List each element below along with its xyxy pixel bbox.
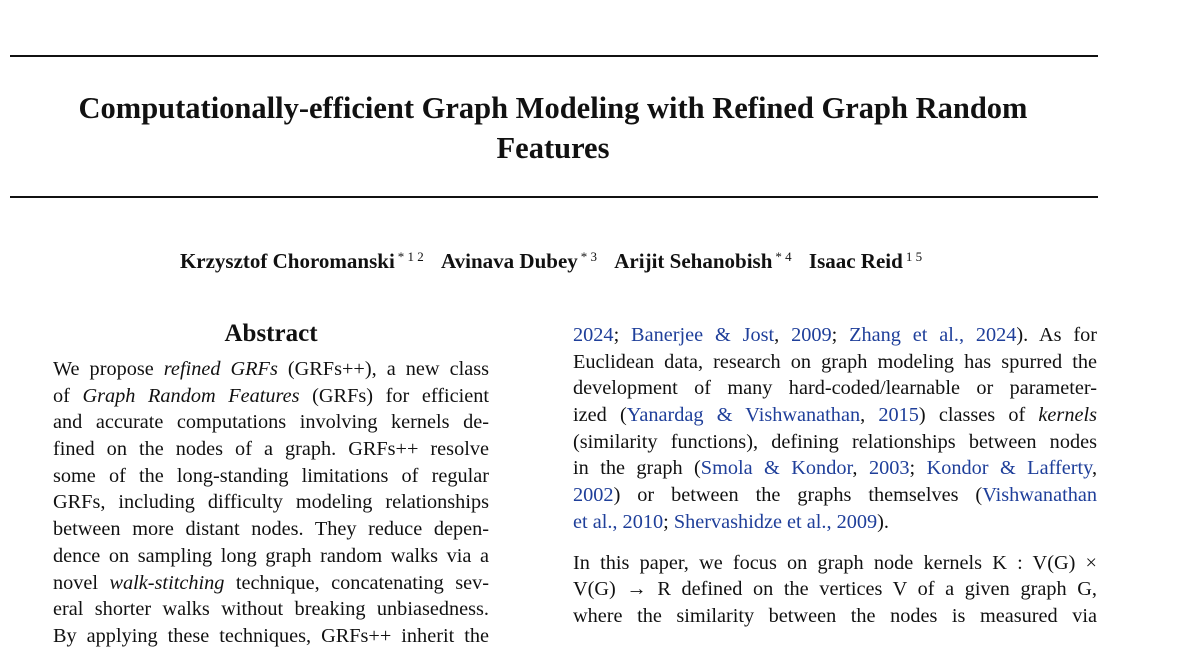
text-run: , <box>774 324 792 346</box>
citation-link[interactable]: 2002 <box>573 484 614 507</box>
citation-link[interactable]: Smola & Kondor <box>700 457 853 480</box>
title-top-rule <box>10 55 1098 57</box>
title-line-2: Features <box>496 131 610 165</box>
text-run: in the graph ( <box>573 457 701 480</box>
abstract-line: and accurate computations involving kernels de- <box>53 411 489 434</box>
abstract-line <box>53 570 489 597</box>
body-line <box>573 482 1097 509</box>
author-affiliation: * 3 <box>580 249 598 264</box>
text-run: , <box>1091 457 1098 480</box>
text-run: , <box>852 457 869 480</box>
emphasis-text: kernels <box>1038 404 1097 427</box>
author <box>441 243 597 275</box>
text-run: technique, concatenating sev- <box>224 571 489 594</box>
citation-link[interactable]: Yanardag & Vishwanathan <box>626 404 861 427</box>
author-name: Isaac Reid <box>808 249 903 273</box>
body-line <box>573 402 1097 429</box>
paper-title <box>30 88 1076 168</box>
text-run: ; <box>613 324 632 346</box>
body-line <box>573 322 1097 349</box>
author-name: Arijit Sehanobish <box>614 249 773 273</box>
title-line-1: Computationally-efficient Graph Modeling with Refined Graph Random <box>78 91 1028 125</box>
abstract-line: By applying these techniques, GRFs++ inherit the <box>53 624 489 647</box>
author <box>180 243 424 275</box>
text-run: (GRFs++), a new class <box>277 358 489 380</box>
text-run: , <box>860 404 879 427</box>
abstract-line: dence on sampling long graph random walks via a <box>53 544 489 567</box>
title-bottom-rule <box>10 196 1098 198</box>
citation-link[interactable]: 2009 <box>791 324 832 346</box>
text-run: ). <box>877 510 889 533</box>
text-run: ) classes of <box>918 404 1039 427</box>
abstract-line <box>53 383 489 410</box>
citation-link[interactable]: 2003 <box>868 457 910 480</box>
text-run: We propose <box>53 358 164 380</box>
citation-link[interactable]: Zhang et al., 2024 <box>849 324 1017 346</box>
author-affiliation: * 1 2 <box>397 249 424 264</box>
text-run: ; <box>663 510 674 533</box>
abstract-heading: Abstract <box>224 320 318 347</box>
abstract-line <box>53 356 489 383</box>
text-run: ; <box>831 324 850 346</box>
body-line: where the similarity between the nodes is measured via <box>573 604 1097 627</box>
body-line <box>573 455 1097 482</box>
author <box>614 243 791 275</box>
text-run: ized ( <box>573 404 627 427</box>
emphasis-text: Graph Random Features <box>82 384 300 407</box>
citation-link[interactable]: 2024 <box>573 324 614 346</box>
author-list <box>0 243 1102 275</box>
abstract-text <box>53 356 489 650</box>
paragraph-gap <box>573 536 1097 550</box>
abstract-line: between more distant nodes. They reduce depen- <box>53 518 489 541</box>
body-line: (similarity functions), defining relationships between nodes <box>573 430 1097 453</box>
citation-link[interactable]: Vishwanathan <box>982 484 1097 507</box>
emphasis-text: refined GRFs <box>163 358 278 380</box>
body-line: V(G) → R defined on the vertices V of a given graph G, <box>573 578 1097 601</box>
body-text <box>573 322 1097 630</box>
text-run: ; <box>909 457 927 480</box>
citation-link[interactable]: Banerjee & Jost <box>631 324 775 346</box>
citation-link[interactable]: 2015 <box>878 404 919 427</box>
body-line: Euclidean data, research on graph modeling has spurred the <box>573 350 1097 373</box>
abstract-line: GRFs, including difficulty modeling relationships <box>53 491 489 514</box>
text-run: ) or between the graphs themselves ( <box>613 484 983 507</box>
author-name: Avinava Dubey <box>441 249 578 273</box>
abstract-line: some of the long-standing limitations of regular <box>53 464 489 487</box>
citation-link[interactable]: Kondor & Lafferty <box>926 457 1092 480</box>
citation-link[interactable]: et al., 2010 <box>573 510 664 533</box>
abstract-line: eral shorter walks without breaking unbiasedness. <box>53 598 489 621</box>
author <box>809 243 922 275</box>
body-line: development of many hard-coded/learnable or parameter- <box>573 377 1097 400</box>
author-affiliation: 1 5 <box>905 249 923 264</box>
abstract-line: fined on the nodes of a graph. GRFs++ resolve <box>53 438 489 461</box>
text-run: of <box>53 384 83 407</box>
body-line <box>573 509 1097 536</box>
text-run: ). As for <box>1016 324 1097 346</box>
emphasis-text: walk-stitching <box>109 571 225 594</box>
body-line: In this paper, we focus on graph node kernels K : V(G) × <box>573 551 1097 574</box>
citation-link[interactable]: Shervashidze et al., 2009 <box>673 510 878 533</box>
author-name: Krzysztof Choromanski <box>179 249 395 273</box>
text-run: novel <box>53 571 110 594</box>
author-affiliation: * 4 <box>775 249 792 264</box>
text-run: (GRFs) for efficient <box>299 384 490 407</box>
